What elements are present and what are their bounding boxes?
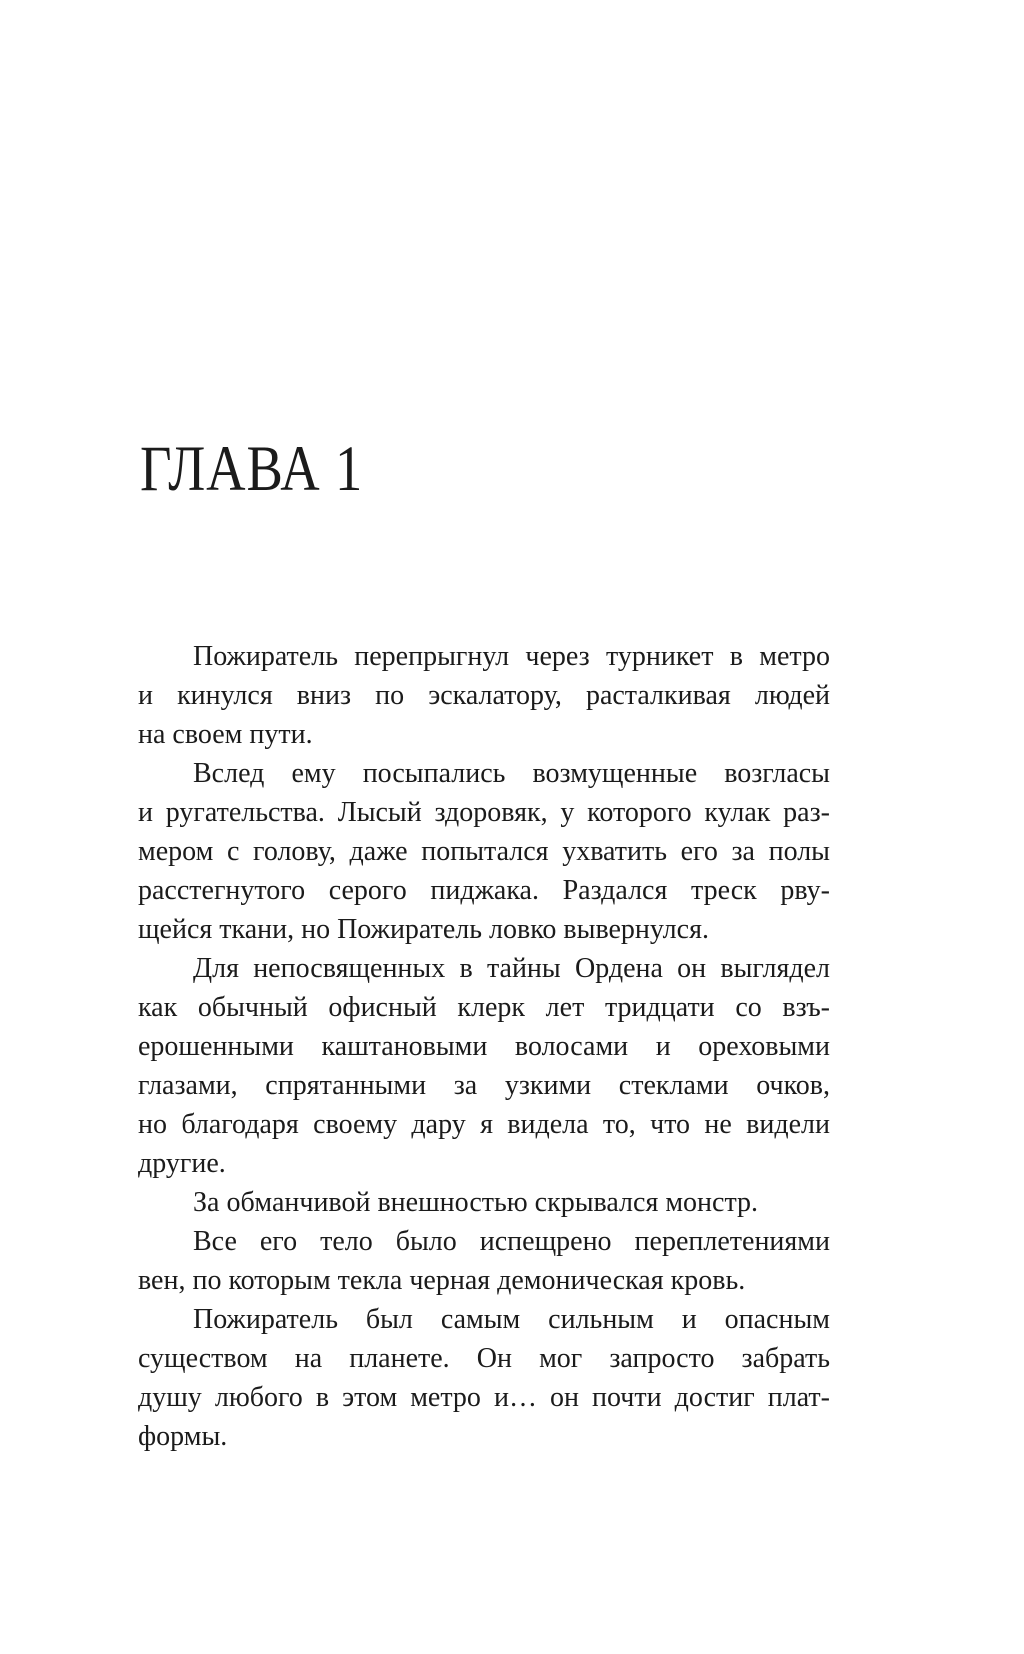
text-line: ерошенными каштановыми волосами и ореховыми [138, 1031, 830, 1062]
text-line: другие. [138, 1148, 226, 1179]
body-text [138, 637, 830, 1456]
text-line: Для непосвященных в тайны Ордена он выглядел [193, 953, 830, 984]
text-line: За обманчивой внешностью скрывался монстр. [193, 1187, 759, 1218]
text-line: Пожиратель был самым сильным и опасным [193, 1304, 830, 1335]
text-line: вен, по которым текла черная демоническая кровь. [138, 1265, 746, 1296]
chapter-title: ГЛАВА 1 [140, 433, 364, 505]
text-line: но благодаря своему дару я видела то, что не видели [138, 1109, 830, 1140]
text-line: и ругательства. Лысый здоровяк, у которого кулак раз- [138, 797, 830, 828]
text-line: расстегнутого серого пиджака. Раздался треск рву- [138, 875, 830, 906]
text-line: и кинулся вниз по эскалатору, расталкивая людей [138, 680, 830, 711]
text-line: глазами, спрятанными за узкими стеклами очков, [138, 1070, 830, 1101]
text-line: мером с голову, даже попытался ухватить его за полы [138, 836, 830, 867]
paragraph [138, 1183, 830, 1222]
text-line: Вслед ему посыпались возмущенные возгласы [193, 758, 830, 789]
paragraph [138, 949, 830, 1183]
text-line: формы. [138, 1421, 228, 1452]
paragraph [138, 1300, 830, 1456]
paragraph [138, 1222, 830, 1300]
text-line: существом на планете. Он мог запросто забрать [138, 1343, 830, 1374]
text-line: Все его тело было испещрено переплетениями [193, 1226, 830, 1257]
paragraph [138, 754, 830, 949]
text-line: щейся ткани, но Пожиратель ловко вывернулся. [138, 914, 709, 945]
paragraph [138, 637, 830, 754]
text-line: на своем пути. [138, 719, 313, 750]
text-line: Пожиратель перепрыгнул через турникет в метро [193, 641, 830, 672]
text-line: душу любого в этом метро и… он почти достиг плат- [138, 1382, 830, 1413]
text-line: как обычный офисный клерк лет тридцати со взъ- [138, 992, 830, 1023]
